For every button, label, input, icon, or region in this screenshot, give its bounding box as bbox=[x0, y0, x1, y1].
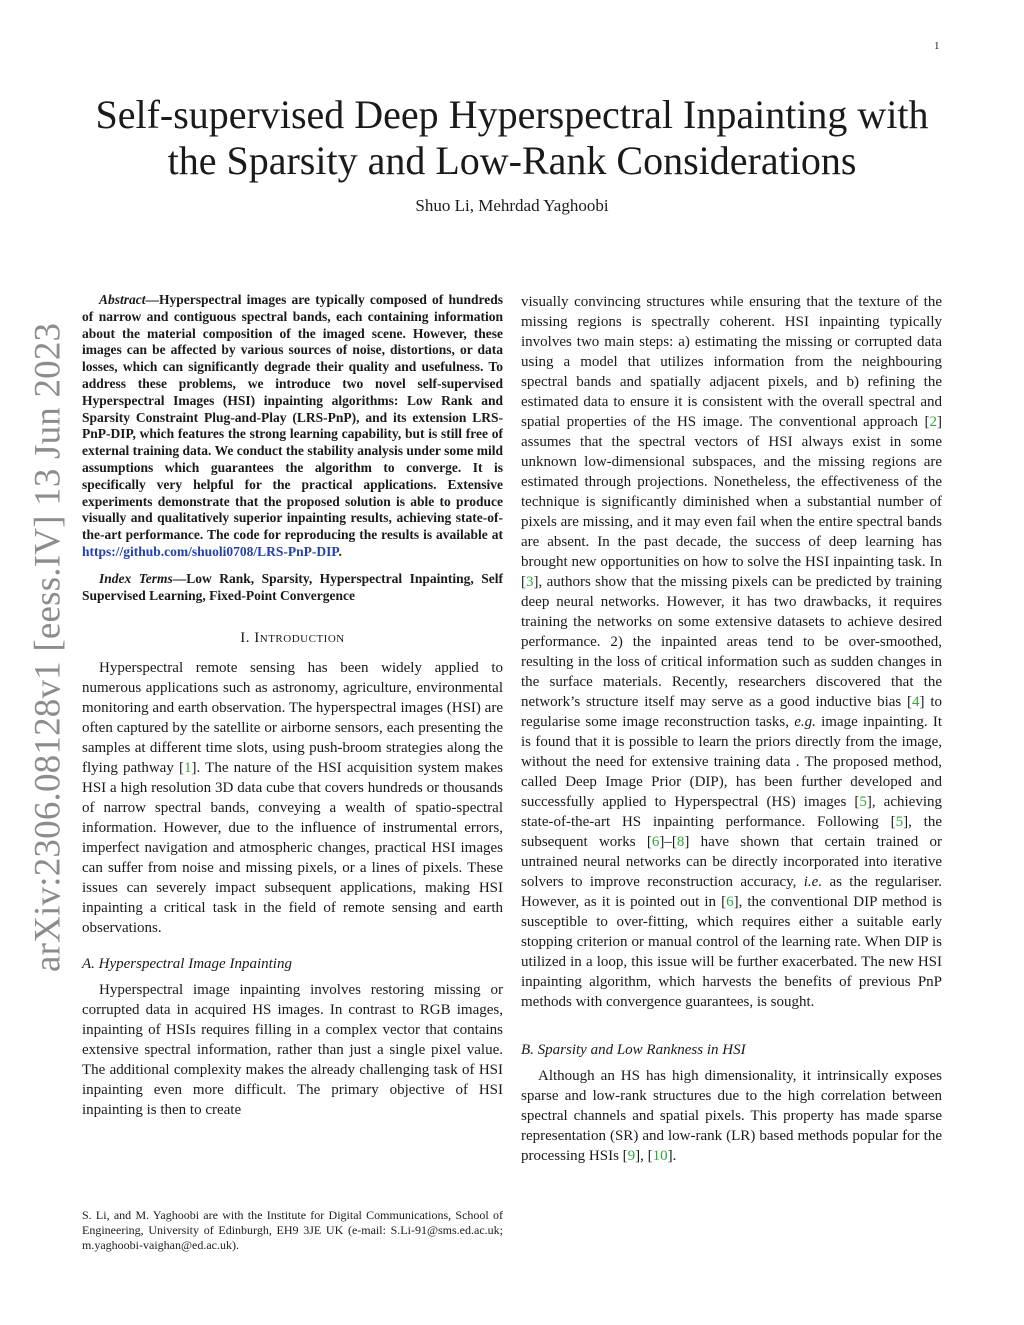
code-repository-link[interactable]: https://github.com/shuoli0708/LRS-PnP-DIP bbox=[82, 543, 339, 559]
index-terms-body: —Low Rank, Sparsity, Hyperspectral Inpainting, Self Supervised Learning, Fixed-Point Convergence bbox=[82, 570, 503, 603]
body-text: ], the conventional DIP method is susceptible to over-fitting, which requires either a suitable early stopping criterion or manual control of the learning rate. When DIP is utilized in a loop, this issue will be further exacerbated. The new HSI inpainting algorithm, which harvests the benefits of previous PnP methods with convergence guarantees, is sought. bbox=[521, 894, 942, 1010]
index-terms-label: Index Terms bbox=[99, 570, 173, 586]
subsection-heading-sparsity: B. Sparsity and Low Rankness in HSI bbox=[521, 1042, 746, 1058]
citation-link[interactable]: 10 bbox=[652, 1148, 668, 1164]
citation-link[interactable]: 6 bbox=[651, 834, 660, 850]
body-text: ] to regularise some image reconstruction tasks, bbox=[521, 694, 942, 730]
body-text-italic: i.e. bbox=[803, 874, 823, 890]
paper-title: Self-supervised Deep Hyperspectral Inpainting with the Sparsity and Low-Rank Considerations bbox=[95, 92, 929, 183]
body-text: ], authors show that the missing pixels can be predicted by training deep neural networks. However, it has two drawbacks, it requires training the networks on some extensive datasets to achieve desired performance. 2) the inpainted areas tend to be over-smoothed, resulting in the loss of critical information such as sudden changes in the surface materials. Recently, researchers discovered that the network’s structure itself may serve as a good inductive bias [ bbox=[521, 574, 942, 710]
body-text: ] have shown that certain trained or untrained neural networks can be directly incorporated into iterative solvers to improve reconstruction accuracy, bbox=[521, 834, 942, 890]
body-text: as the regulariser. However, as it is pointed out in [ bbox=[521, 874, 943, 910]
abstract-label: Abstract bbox=[99, 292, 146, 307]
citation-link[interactable]: 1 bbox=[184, 760, 192, 777]
arxiv-sidebar-stamp: arXiv:2306.08128v1 [eess.IV] 13 Jun 2023 bbox=[27, 322, 69, 972]
citation-link[interactable]: 5 bbox=[859, 794, 867, 810]
section-heading-introduction: I. Introduction bbox=[240, 630, 345, 647]
intro-text: ]. The nature of the HSI acquisition system makes HSI a high resolution 3D data cube that covers hundreds or thousands of narrow spectral bands, conveying a wealth of spatio-spectral information. However, due to the influence of instrumental errors, imperfect navigation and atmospheric changes, practical HSI images can suffer from noise and missing pixels, or a lines of pixels. These issues can severely impact subsequent applications, making HSI inpainting a critical task in the field of remote sensing and earth observations. bbox=[82, 760, 503, 937]
body-text: image inpainting. It is found that it is possible to learn the priors directly from the image, without the need for extensive training data . The proposed method, called Deep Image Prior (DIP), has been further developed and successfully applied to Hyperspectral (HS) images [ bbox=[521, 714, 942, 810]
author-affiliation-footnote: S. Li, and M. Yaghoobi are with the Institute for Digital Communications, School of Engineering, University of Edinburgh, EH9 3JE UK (e-mail: S.Li-91@sms.ed.ac.uk; m.yaghoobi-vaighan@ed.ac.uk). bbox=[82, 1208, 503, 1252]
body-text: ], the subsequent works [ bbox=[521, 814, 942, 850]
sparsity-paragraph bbox=[521, 1066, 942, 1166]
left-column bbox=[82, 292, 503, 1120]
body-text: ]–[ bbox=[659, 834, 677, 850]
body-text: ], achieving state-of-the-art HS inpainting performance. Following [ bbox=[521, 794, 942, 830]
subsection-heading-inpainting: A. Hyperspectral Image Inpainting bbox=[82, 956, 292, 973]
body-text: ]. bbox=[667, 1148, 677, 1164]
intro-text: Hyperspectral remote sensing has been widely applied to numerous applications such as astronomy, agriculture, environmental monitoring and earth observation. The hyperspectral images (HSI) are often captured by the satellite or airborne sensors, each presenting the samples at different time slots, using push-broom strategies along the flying pathway [ bbox=[82, 660, 503, 777]
body-text: ] assumes that the spectral vectors of HSI always exist in some unknown low-dimensional subspaces, and the missing regions are estimated through projections. Nonetheless, the effectiveness of the technique is significantly diminished when a substantial number of pixels are missing, and it may even fail when the entire spectral bands are absent. In the past decade, the success of deep learning has brought new opportunities on how to solve the HSI inpainting task. In [ bbox=[521, 414, 942, 590]
author-list: Shuo Li, Mehrdad Yaghoobi bbox=[415, 196, 609, 215]
body-text: Although an HS has high dimensionality, it intrinsically exposes sparse and low-rank structures due to the high correlation between spectral channels and spatial pixels. This property has made sparse representation (SR) and low-rank (LR) based methods popular for the processing HSIs [ bbox=[521, 1068, 942, 1164]
citation-link[interactable]: 3 bbox=[526, 574, 534, 590]
inpainting-paragraph: Hyperspectral image inpainting involves restoring missing or corrupted data in acquired HS images. In contrast to RGB images, inpainting of HSIs requires filling in a complex vector that contains extensive spectral information, rather than just a single pixel value. The additional complexity makes the already challenging task of HSI inpainting even more difficult. The primary objective of HSI inpainting is then to create bbox=[82, 982, 503, 1119]
page-number: 1 bbox=[934, 40, 940, 52]
inpainting-paragraph-continued bbox=[521, 292, 942, 1012]
body-text: visually convincing structures while ensuring that the texture of the missing regions is spectrally coherent. HSI inpainting typically involves two main steps: a) estimating the missing or corrupted data using a model that utilizes information from the neighbouring spectral bands and spatially adjacent pixels, and b) refining the estimated data to ensure it is consistent with the overall spectral and spatial properties of the HS image. The conventional approach [ bbox=[521, 294, 942, 430]
right-column bbox=[521, 292, 942, 1166]
citation-link[interactable]: 5 bbox=[895, 814, 904, 830]
abstract bbox=[82, 292, 503, 561]
introduction-paragraph bbox=[82, 658, 503, 938]
abstract-end: . bbox=[338, 543, 342, 559]
citation-link[interactable]: 4 bbox=[912, 694, 920, 710]
citation-link[interactable]: 2 bbox=[929, 414, 937, 430]
abstract-body: —Hyperspectral images are typically composed of hundreds of narrow and contiguous spectral bands, each containing information about the material composition of the imaged scene. However, these images can be affected by various sources of noise, distortions, or data losses, which can significantly degrade their quality and usefulness. To address these problems, we introduce two novel self-supervised Hyperspectral Images (HSI) inpainting algorithms: Low Rank and Sparsity Constraint Plug-and-Play (LRS-PnP), and its extension LRS-PnP-DIP, which features the strong learning capability, but is still free of external training data. We conduct the stability analysis under some mild assumptions which guarantees the algorithm to converge. It is specifically very helpful for the practical applications. Extensive experiments demonstrate that the proposed solution is able to produce visually and qualitatively superior inpainting results, achieving state-of-the-art performance. The code for reproducing the results is available at bbox=[82, 292, 503, 543]
citation-link[interactable]: 9 bbox=[627, 1148, 636, 1164]
body-text: ], [ bbox=[635, 1148, 653, 1164]
citation-link[interactable]: 6 bbox=[726, 894, 734, 910]
body-text-italic: e.g. bbox=[794, 714, 816, 730]
citation-link[interactable]: 8 bbox=[676, 834, 685, 850]
index-terms bbox=[82, 571, 503, 605]
